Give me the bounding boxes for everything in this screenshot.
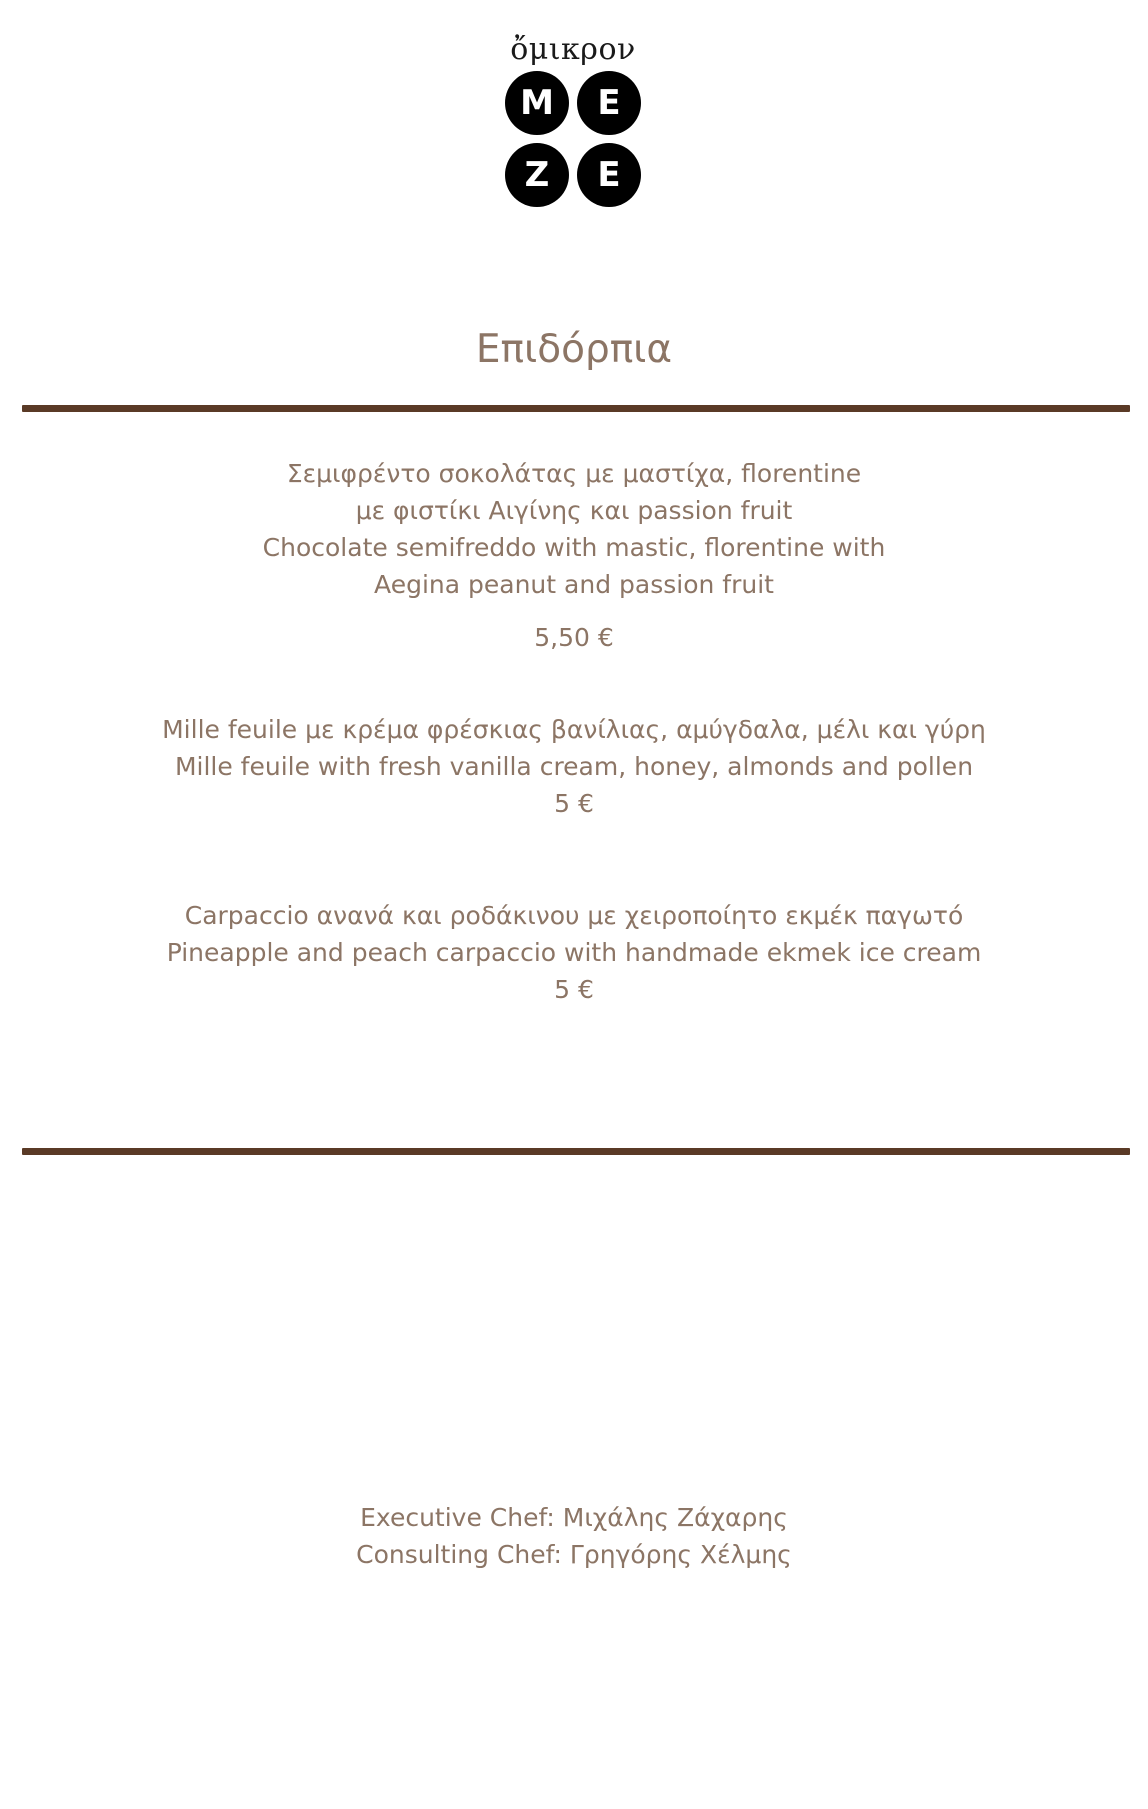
dish-line: Aegina peanut and passion fruit xyxy=(374,570,774,599)
logo-letter-e-2: E xyxy=(577,143,641,207)
dish-price: 5 € xyxy=(554,789,594,818)
dish-price: 5 € xyxy=(554,975,594,1004)
logo-letter-m: M xyxy=(505,71,569,135)
consulting-chef-credit: Consulting Chef: Γρηγόρης Χέλμης xyxy=(356,1540,792,1569)
logo-wordmark: ὄμικρον xyxy=(510,32,636,67)
logo-letter-z: Z xyxy=(505,143,569,207)
dish-price: 5,50 € xyxy=(534,623,614,652)
dish-line: Carpaccio ανανά και ροδάκινου με χειροποίητο εκμέκ παγωτό xyxy=(184,901,964,930)
dish-line: Mille feuile με κρέμα φρέσκιας βανίλιας, αμύγδαλα, μέλι και γύρη xyxy=(162,715,986,744)
dish-line: Chocolate semifreddo with mastic, florentine with xyxy=(262,533,886,562)
divider-top xyxy=(22,405,1130,412)
dish-item xyxy=(0,897,1148,1008)
logo-meze-grid xyxy=(503,71,643,207)
section-title: Επιδόρπια xyxy=(475,327,673,372)
dish-line: Pineapple and peach carpaccio with handmade ekmek ice cream xyxy=(166,938,982,967)
executive-chef-credit: Executive Chef: Μιχάλης Ζάχαρης xyxy=(360,1503,788,1532)
logo-letter-e: E xyxy=(577,71,641,135)
dish-line: Σεμιφρέντο σοκολάτας με μαστίχα, florentine xyxy=(286,459,862,488)
chef-credits xyxy=(0,1499,1148,1573)
dish-line: με φιστίκι Αιγίνης και passion fruit xyxy=(355,496,793,525)
dish-line: Mille feuile with fresh vanilla cream, honey, almonds and pollen xyxy=(174,752,974,781)
dish-item xyxy=(0,711,1148,822)
restaurant-logo xyxy=(503,32,643,207)
dish-item xyxy=(0,455,1148,656)
divider-bottom xyxy=(22,1148,1130,1155)
